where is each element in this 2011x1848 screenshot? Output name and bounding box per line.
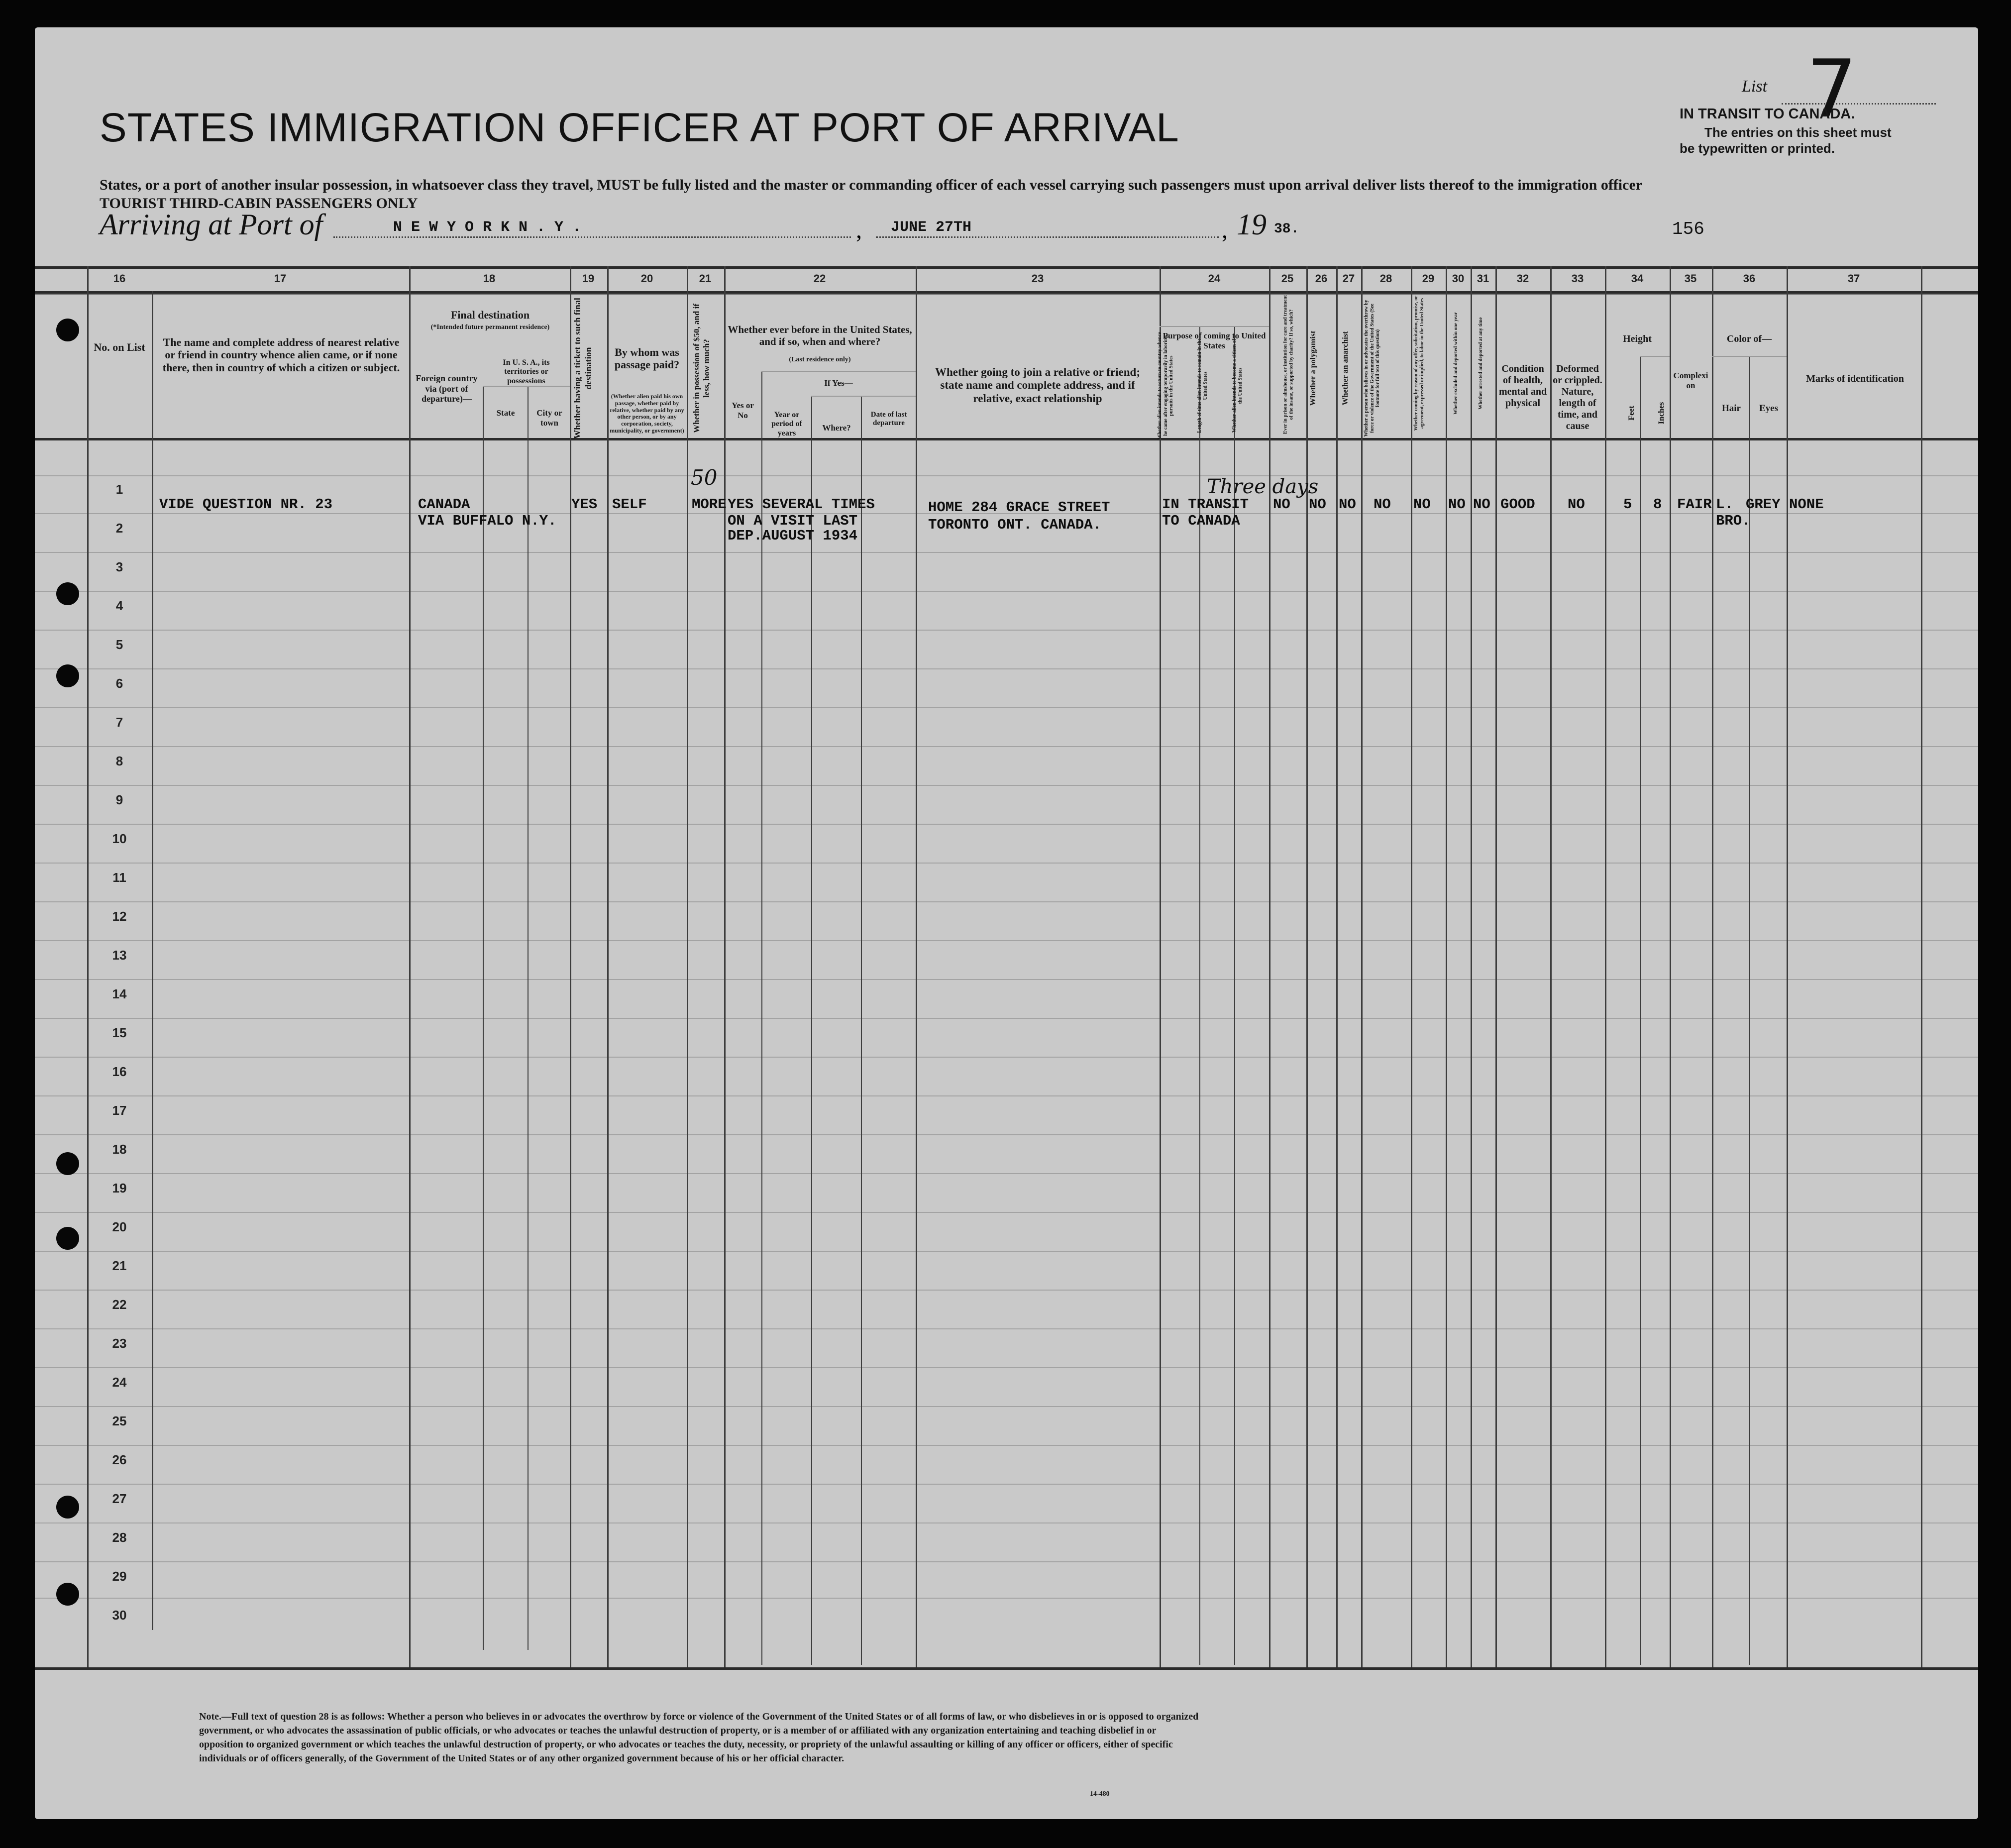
form-subtitle: States, or a port of another insular possession, in whatsoever class they travel, MUST be fully listed and the master or commanding officer of each vessel carrying such passengers must upon arrival deliver lists thereof to the immigration officer (100, 177, 1643, 193)
header-col18-title: Final destination (450, 309, 530, 321)
row-number: 30 (112, 1608, 127, 1623)
row-number: 2 (115, 521, 123, 536)
class-line: TOURIST THIRD-CABIN PASSENGERS ONLY (100, 195, 418, 212)
colnum-37: 37 (1847, 272, 1860, 285)
colnum-35: 35 (1684, 272, 1697, 285)
arriving-label: Arriving at Port of (100, 208, 323, 241)
entry-complexion: FAIR (1677, 496, 1712, 513)
header-col26: Whether a polygamist (1309, 330, 1317, 406)
punch-hole (56, 664, 79, 687)
header-col22-yesno: Yes or No (732, 401, 754, 420)
header-col24-c: Whether alien intends to become a citizen of the United States (1232, 338, 1243, 433)
entry-money-handwritten: 50 (691, 465, 718, 490)
row-number: 12 (112, 909, 127, 924)
entry-foreign-1: CANADA (418, 496, 470, 513)
entry-purpose-2: TO CANADA (1162, 513, 1240, 529)
entry-ticket: YES (571, 496, 598, 513)
header-col22-where: Where? (822, 423, 851, 433)
entry-foreign-2: VIA BUFFALO N.Y. (418, 513, 557, 529)
colnum-23: 23 (1031, 272, 1044, 285)
entry-excluded: NO (1448, 496, 1466, 513)
header-col24-b: Length of time alien intends to remain in the United States (1197, 338, 1208, 433)
punch-hole (56, 1496, 79, 1519)
colnum-26: 26 (1315, 272, 1328, 285)
header-col34-feet: Feet (1627, 406, 1636, 421)
header-col36-hair: Hair (1722, 403, 1741, 414)
colnum-27: 27 (1342, 272, 1355, 285)
row-number: 20 (112, 1219, 127, 1234)
header-col30: Whether excluded and deported within one year (1453, 312, 1459, 415)
entry-before-3: DEP.AUGUST 1934 (728, 528, 858, 544)
entry-passage: SELF (612, 496, 647, 513)
header-col28: Whether a person who believes in or advocates the overthrow by force or violence of the Government of the United States (See footnote for full text of this question) (1364, 300, 1380, 437)
form-title: STATES IMMIGRATION OFFICER AT PORT OF ARRIVAL (100, 105, 1179, 150)
entry-prison: NO (1273, 496, 1290, 513)
header-col21: Whether in possession of $50, and if less, how much? (692, 304, 712, 433)
header-col22-year: Year or period of years (771, 411, 802, 437)
row-number: 8 (115, 754, 123, 768)
table-bottom-rule (35, 1667, 1978, 1670)
entry-purpose-1: IN TRANSIT (1162, 496, 1249, 513)
port-value: N E W Y O R K N . Y . (393, 219, 582, 236)
colnum-31: 31 (1477, 272, 1489, 285)
colnum-18: 18 (483, 272, 496, 285)
colnum-16: 16 (113, 272, 126, 285)
entry-feet: 5 (1623, 496, 1632, 513)
punch-hole (56, 1227, 79, 1250)
entry-marks: NONE (1789, 496, 1824, 513)
header-col24-a: Whether alien intends to return to country whence he came after engaging temporarily in laboring pursuits in the United States (1157, 332, 1174, 440)
header-col19: Whether having a ticket to such final destination (572, 298, 593, 439)
row-number: 3 (115, 559, 123, 574)
colnum-17: 17 (274, 272, 287, 285)
row-number: 13 (112, 948, 127, 963)
header-col34-title: Height (1623, 333, 1652, 344)
header-col18-state: State (496, 408, 515, 418)
row-number: 18 (112, 1142, 127, 1157)
header-col22-ifyes: If Yes— (824, 378, 853, 388)
colnum-32: 32 (1516, 272, 1529, 285)
transit-note: IN TRANSIT TO CANADA. (1680, 106, 1855, 122)
entry-offer: NO (1413, 496, 1431, 513)
entry-join-1: HOME 284 GRACE STREET (928, 499, 1110, 516)
header-col25: Ever in prison or almshouse, or institution for care and treatment of the insane, or supported by charity? If so, which? (1282, 295, 1294, 435)
colnum-33: 33 (1571, 272, 1584, 285)
entry-deformed: NO (1568, 496, 1585, 513)
row-number: 4 (115, 598, 123, 613)
punch-hole (56, 1152, 79, 1175)
row-number: 6 (115, 676, 123, 691)
colnum-29: 29 (1422, 272, 1435, 285)
row-number: 11 (112, 870, 126, 885)
row-number: 10 (112, 831, 127, 846)
row-number: 9 (115, 792, 123, 807)
header-col18-foreign: Foreign country via (port of departure)— (416, 373, 478, 404)
header-col22-title: Whether ever before in the United States, and if so, when and where? (728, 324, 912, 348)
punch-hole (56, 1583, 79, 1606)
row-number: 15 (112, 1025, 127, 1040)
colnum-34: 34 (1631, 272, 1644, 285)
row-number: 22 (112, 1297, 127, 1312)
row-number: 1 (115, 482, 123, 497)
entry-hair-2: BRO. (1716, 513, 1751, 529)
row-number: 24 (112, 1375, 127, 1390)
row-number: 27 (112, 1491, 127, 1506)
entry-length-handwritten: Three days (1207, 475, 1319, 498)
entry-inches: 8 (1653, 496, 1662, 513)
colnum-20: 20 (640, 272, 653, 285)
entries-note-2: be typewritten or printed. (1680, 141, 1835, 156)
header-col18-note: (*Intended future permanent residence) (430, 324, 550, 331)
row-number: 7 (115, 715, 123, 730)
row-number: 17 (112, 1103, 127, 1118)
colnum-25: 25 (1281, 272, 1294, 285)
entry-arrested: NO (1473, 496, 1490, 513)
header-col36-title: Color of— (1726, 333, 1772, 344)
header-col37: Marks of identification (1806, 373, 1904, 384)
list-number: 7 (1806, 42, 1857, 135)
header-col20-title: By whom was passage paid? (614, 346, 680, 371)
header-col27: Whether an anarchist (1341, 331, 1350, 406)
form-number: 14-480 (1090, 1790, 1110, 1798)
date-value: JUNE 27TH (891, 219, 972, 236)
header-col18-usa: In U. S. A., its territories or possessions (503, 358, 550, 385)
entry-before-2: ON A VISIT LAST (728, 513, 858, 529)
entry-before-us: YES SEVERAL TIMES (728, 496, 875, 513)
colnum-19: 19 (582, 272, 595, 285)
header-bottom-rule (35, 438, 1978, 440)
year-suffix: 38. (1274, 221, 1299, 237)
entry-polygamist: NO (1309, 496, 1326, 513)
header-col17: The name and complete address of nearest relative or friend in country whence alien came, or if none there, then in country of which a citizen or subject. (162, 336, 400, 374)
colnum-36: 36 (1743, 272, 1756, 285)
manifest-sheet: STATES IMMIGRATION OFFICER AT PORT OF ARRIVAL States, or a port of another insular possession, in whatsoever class they travel, MUST be fully listed and the master or commanding officer of each vessel carrying such passengers must upon arrival deliver lists thereof to the immigration officer TOURIST THIRD-CABIN PASSENGERS ONLY List 7 IN TRANSIT TO CANADA. The entries on this sheet must be typewritten or printed. Arriving at Port of N E W Y O R K N . Y . , JUNE 27TH , 19 38. 156 16 17 18 19 20 21 22 23 24 25 26 27 28 29 30 31 32 33 34 35 36 37 No. on List The name and complete address of nearest relative or friend in country whence alien came, or if none there, then in country of which a citizen or subject. Final destination (*Intended future permanent residence) Foreign country via (port of departure)— In U. S. A., its territories or possessions State City or town Whether having a ticket to such final destination By whom was passage paid? (Whether alien paid his own passage, whether paid by relative, whether paid by any other person, or by any corporation, society, municipality, or government) Whether in possession of $50, and if less, how much? Whether ever before in the United States, and if so, when and where? (Last residence only) Yes or No If Yes— Year or period of years Where? Date of last departure Whether going to join a relative or friend; state name and complete address, and if relative, exact relationship Purpose of coming to United States Whether alien intends to return to country whence he came after engaging temporarily in laboring pursuits in the United States Length of time alien intends to remain in the United States Whether alien intends to become a citizen of the United States Ever in prison or almshouse, or institution for care and treatment of the insane, or supported by charity? If so, which? Whether a polygamist Whether an anarchist Whether a person who believes in or advocates the overthrow by force or violence of the Government of the United States (See footnote for full text of this question) Whether coming by reason of any offer, solicitation, promise, or agreement, expressed or implied, to labor in the United States Whether excluded and deported within one year Whether arrested and deported at any time Condition of health, mental and physical Deformed or crippled. Nature, length of time, and cause Height Feet Inches Complexion Color of— Hair Eyes Marks of identification 1 2 3 4 5 6 7 8 9 10 11 12 13 14 15 16 17 18 19 20 21 22 23 24 25 26 27 28 29 30 VIDE QUESTION NR. 23 CANADA VIA BUFFALO N.Y. YES SELF 50 MORE YES SEVERAL TIMES ON A VISIT LAST DEP.AUGUST 1934 HOME 284 GRACE STREET TORONTO ONT. CANADA. IN TRANSIT TO CANADA Three days NO NO NO NO NO NO NO GOOD NO 5 8 FAIR L. BRO. GREY NONE Note.—Full text of question 28 is as follows: Whether a person who believes in or advocates the overthrow by force or violence of the Government of the United States or of all forms of law, or who disbelieves in or is opposed to organized government, or who advocates the assassination of public officials, or who advocates or teaches the unlawful destruction of property, or is a member of or affiliated with any organization entertaining and teaching disbelief in or opposition to organized government or which teaches the unlawful destruction of property, or who advocates or teaches the duty, necessity, or propriety of the unlawful assaulting or killing of any officer or officers, either of specific individuals or of officers generally, of the Government of the United States or of any other organized government because of his or her official character. 14-480 (35, 27, 1978, 1819)
row-number: 14 (112, 986, 127, 1001)
row-number: 29 (112, 1569, 127, 1584)
header-col33: Deformed or crippled. Nature, length of time, and cause (1553, 363, 1602, 432)
header-col36-eyes: Eyes (1759, 403, 1778, 414)
row-number: 26 (112, 1452, 127, 1467)
header-no-on-list: No. on List (94, 341, 145, 353)
header-col24-title: Purpose of coming to United States (1163, 331, 1266, 350)
colnum-28: 28 (1379, 272, 1392, 285)
footnote-text: Note.—Full text of question 28 is as follows: Whether a person who believes in or advocates the overthrow by force or violence of the Government of the United States or of all forms of law, or who disbelieves in or is opposed to organized government, or who advocates the assassination of public officials, or who advocates or teaches the unlawful destruction of property, or is a member of or affiliated with any organization entertaining and teaching disbelief in or opposition to organized government or which teaches the unlawful destruction of property, or who advocates or teaches the duty, necessity, or propriety of the unlawful assaulting or killing of any officer or officers, either of specific individuals or of officers generally, of the Government of the United States or of any other organized government because of his or her official character. (199, 1711, 1199, 1764)
entry-join-2: TORONTO ONT. CANADA. (928, 517, 1102, 533)
table-top-rule (35, 266, 1978, 269)
entries-note-1: The entries on this sheet must (1704, 125, 1892, 140)
entry-anarchist: NO (1339, 496, 1356, 513)
year-prefix: 19 (1237, 208, 1267, 241)
row-number: 23 (112, 1336, 127, 1351)
row-number: 25 (112, 1413, 127, 1428)
colnum-21: 21 (699, 272, 712, 285)
header-col20-note: (Whether alien paid his own passage, whether paid by relative, whether paid by any other person, or by any corporation, society, municipality, or government) (610, 393, 684, 434)
header-col31: Whether arrested and deported at any time (1478, 317, 1483, 410)
entry-health: GOOD (1500, 496, 1535, 513)
colnum-30: 30 (1452, 272, 1465, 285)
row-number: 16 (112, 1064, 127, 1079)
entry-col17: VIDE QUESTION NR. 23 (159, 496, 333, 513)
row-number: 5 (115, 637, 123, 652)
row-number: 19 (112, 1181, 127, 1196)
entry-money: MORE (692, 496, 727, 513)
entry-eyes: GREY (1746, 496, 1781, 513)
entry-hair-1: L. (1716, 496, 1733, 513)
colnum-24: 24 (1208, 272, 1221, 285)
header-col18-city: City or town (536, 408, 562, 428)
header-col35: Complexion (1673, 371, 1708, 390)
row-number: 28 (112, 1530, 127, 1545)
entry-overthrow: NO (1374, 496, 1391, 513)
row-number: 21 (112, 1258, 127, 1273)
page-number: 156 (1672, 219, 1704, 239)
header-col29: Whether coming by reason of any offer, solicitation, promise, or agreement, expressed or implied, to labor in the United States (1413, 296, 1425, 431)
punch-hole (56, 582, 79, 605)
header-col34-inches: Inches (1657, 402, 1666, 425)
colnum-22: 22 (813, 272, 826, 285)
header-col23: Whether going to join a relative or friend; state name and complete address, and if relative, exact relationship (935, 366, 1141, 405)
list-label: List (1742, 77, 1768, 96)
header-col22-note: (Last residence only) (789, 356, 851, 363)
header-col22-date: Date of last departure (870, 411, 907, 428)
punch-hole (56, 319, 79, 341)
header-col32: Condition of health, mental and physical (1498, 363, 1547, 409)
